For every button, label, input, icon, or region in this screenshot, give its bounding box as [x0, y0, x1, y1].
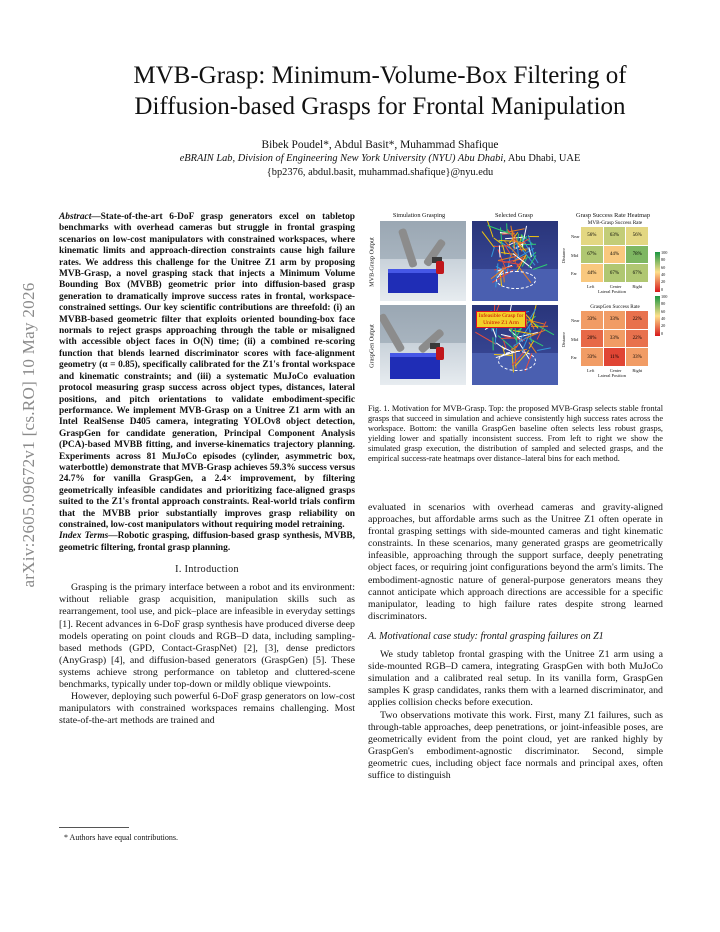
col-title-simulation: Simulation Grasping [392, 212, 446, 219]
footnote: * Authors have equal contributions. [64, 833, 178, 842]
author-list: Bibek Poudel*, Abdul Basit*, Muhammad Shafique [261, 139, 499, 151]
arxiv-identifier: arXiv:2605.09672v1 [cs.RO] 10 May 2026 [19, 282, 38, 588]
heatmap-graspgen-col-label: Right [632, 368, 643, 373]
heatmap-graspgen-col-label: Center [609, 368, 622, 373]
heatmap-title-mvb: MVB-Grasp Success Rate [587, 220, 643, 226]
heatmap-graspgen [581, 311, 649, 367]
right-column [368, 502, 663, 782]
heatmap-mvb-cell-0-0: 56% [581, 227, 603, 245]
heatmap-graspgen-cell-0-2: 22% [626, 311, 648, 329]
heatmap-mvb-ylabel: Distance [561, 247, 567, 264]
heatmap-graspgen-row-label: Mid [571, 336, 579, 342]
simulation-image-graspgen [380, 305, 466, 385]
heatmap-graspgen-cell-0-1: 33% [604, 311, 626, 329]
heatmap-graspgen-ylabel: Distance [561, 331, 567, 348]
heatmap-graspgen-cell-1-2: 22% [626, 330, 648, 348]
heatmap-mvb-cell-2-2: 67% [626, 264, 648, 282]
colorbar-graspgen-tick: 80 [661, 301, 666, 307]
heatmap-mvb-cell-0-1: 63% [604, 227, 626, 245]
heatmap-mvb [581, 227, 649, 283]
colorbar-graspgen-tick: 100 [661, 294, 668, 299]
heatmap-mvb-row-label: Far [571, 271, 577, 277]
heatmap-graspgen-col-label: Left [587, 368, 595, 373]
figure-1 [368, 212, 668, 392]
heatmap-graspgen-cell-1-0: 20% [581, 330, 603, 348]
heatmap-mvb-cell-1-2: 78% [626, 246, 648, 264]
heatmap-graspgen-row-label: Far [571, 355, 577, 361]
heatmap-graspgen-xlabel: Lateral Position [598, 373, 626, 378]
colorbar-graspgen [655, 296, 660, 336]
colorbar-graspgen-tick: 0 [661, 330, 664, 336]
row-title-graspgen: GraspGen Output [368, 324, 376, 368]
figure-caption: Fig. 1. Motivation for MVB-Grasp. Top: the proposed MVB-Grasp selects stable frontal grasps that succeed in simulation and achieve consistently high success rates across the workspace. Bottom: the vanilla GraspGen baseline often selects less robust grasps, yielding lower and spatially inconsistent success. From left to right we show the simulated grasp execution, the distribution of sampled and selected grasps, and the empirical success-rate heatmaps over distance–lateral bins for each method. [368, 404, 663, 463]
colorbar-mvb [655, 252, 660, 292]
colorbar-mvb-tick: 0 [661, 286, 664, 292]
footnote-rule [59, 827, 129, 828]
heatmap-mvb-col-label: Right [632, 284, 643, 289]
section-heading-introduction: I. Introduction [175, 564, 239, 576]
heatmap-graspgen-cell-2-1: 11% [604, 348, 626, 366]
simulation-image-mvb [380, 221, 466, 301]
heatmap-mvb-cell-1-0: 67% [581, 246, 603, 264]
abstract: Abstract—State-of-the-art 6-DoF grasp generators excel on tabletop benchmarks with overhead cameras but struggle in frontal grasping scenarios on low-cost manipulators with constrained workspaces, where kinematic limits and approach-direction constraints cause high failure rates. We address this challenge for the Unitree Z1 arm by proposing MVB-Grasp, a novel grasping stack that injects a Minimum Volume Bounding Box (MVBB) geometric prior into diffusion-based grasp generation to dramatically improve success rates in frontal, workspace-constrained settings. Our key scientific contributions are threefold: (i) an MVBB-based geometric filter that exploits oriented bounding-box face normals to reject grasps approaching through the table or misaligned with accessible object faces in O(N) time; (ii) a combined re-scoring function that blends learned discriminator scores with face-alignment geometry (α = 0.85), specifically calibrated for the Z1's frontal workspace and kinematic constraints; and (iii) a systematic MuJoCo evaluation protocol measuring grasp success across object types, distances, lateral positions, and pitch orientations to validate embodiment-specific performance. We implement MVB-Grasp on a Unitree Z1 arm with an Intel RealSense D405 camera, integrating YOLOv8 object detection, GraspGen for candidate generation, Principal Component Analysis (PCA)-based MVBB fitting, and inverse-kinematics trajectory planning. Experiments across 81 MuJoCo episodes (cylinder, asymmetric box, waterbottle) demonstrate that MVB-Grasp achieves 59.3% success versus 24.7% for vanilla GraspGen, a 2.4× improvement, by filtering geometrically infeasible candidates and prioritizing face-aligned grasps suited to the Z1's frontal approach constraints. Real-world trials confirm that the MVBB prior substantially improves grasp reliability on constrained, low-cost manipulators without requiring model retraining. [59, 212, 355, 530]
colorbar-mvb-tick: 80 [661, 257, 666, 263]
heatmap-mvb-cell-0-2: 56% [626, 227, 648, 245]
affiliation: eBRAIN Lab, Division of Engineering New York University (NYU) Abu Dhabi, Abu Dhabi, UAE [179, 153, 581, 164]
heatmap-mvb-cell-2-1: 67% [604, 264, 626, 282]
right-paragraph-1: evaluated in scenarios with overhead cameras and gravity-aligned approaches, but affordable arms such as the Unitree Z1 often operate in frontal grasping settings with side-mounted cameras and tight kinematic constraints. In these scenarios, many generated grasps are geometrically infeasible, approaching through the support surface, deeply penetrating object faces, or requiring joint configurations beyond the arm's limits. The embodiment-agnostic nature of general-purpose generators means they cannot anticipate which approach directions are accessible for a specific manipulator, leading to high failure rates despite strong learned discriminators. [368, 502, 663, 622]
heatmap-mvb-row-label: Near [571, 234, 580, 239]
heatmap-graspgen-cell-2-2: 33% [626, 348, 648, 366]
row-title-mvb: MVB-Grasp Output [368, 237, 376, 287]
heatmap-title-graspgen: GraspGen Success Rate [590, 304, 640, 310]
heatmap-mvb-cell-2-0: 44% [581, 264, 603, 282]
colorbar-graspgen-tick: 20 [661, 323, 666, 329]
intro-paragraph-1: Grasping is the primary interface between a robot and its environment: without reliable grasp acquisition, manipulation skills such as rearrangement, tool use, and pick–place are infeasible in everyday settings [1]. Recent advances in 6-DoF grasp synthesis have produced diverse deep models operating on point clouds and RGB–D data, including sampling-based methods (GPD, Contact-GraspNet) [2], [3], dense predictors (AnyGrasp) [4], and diffusion-based generators (GraspGen) [5]. These systems achieve strong performance on tabletop and cluttered-scene benchmarks, typically under top-down or mildly oblique viewpoints. [59, 582, 355, 691]
colorbar-mvb-tick: 60 [661, 264, 666, 270]
heatmap-graspgen-cell-1-1: 33% [604, 330, 626, 348]
heatmap-mvb-xlabel: Lateral Position [598, 289, 626, 294]
heatmap-mvb-col-label: Left [587, 284, 595, 289]
paper-title: MVB-Grasp: Minimum-Volume-Box Filtering of Diffusion-based Grasps for Frontal Manipulation [133, 62, 627, 120]
heatmap-mvb-row-label: Mid [571, 252, 579, 258]
index-terms: Index Terms—Robotic grasping, diffusion-based grasp synthesis, MVBB, geometric filtering, frontal grasp planning. [59, 531, 355, 553]
colorbar-graspgen-tick: 60 [661, 308, 666, 314]
heatmap-graspgen-row-label: Near [571, 318, 580, 323]
colorbar-mvb-tick: 40 [661, 271, 666, 277]
colorbar-graspgen-tick: 40 [661, 315, 666, 321]
selected-grasp-image-graspgen [472, 305, 558, 385]
selected-grasp-image-mvb [472, 221, 558, 301]
colorbar-mvb-tick: 20 [661, 279, 666, 285]
heatmap-graspgen-cell-0-0: 33% [581, 311, 603, 329]
heatmap-graspgen-cell-2-0: 33% [581, 348, 603, 366]
heatmap-mvb-cell-1-1: 44% [604, 246, 626, 264]
heatmap-mvb-col-label: Center [609, 284, 622, 289]
infeasible-grasp-callout: Infeasible Grasp for Unitree Z1 Arm [476, 311, 526, 328]
intro-paragraph-2: However, deploying such powerful 6-DoF grasp generators on low-cost manipulators with constrained workspaces remains challenging. Most state-of-the-art methods are trained and [59, 691, 355, 727]
col-title-selected: Selected Grasp [495, 212, 533, 219]
left-column [59, 212, 355, 727]
colorbar-mvb-tick: 100 [661, 250, 668, 255]
email-list: {bp2376, abdul.basit, muhammad.shafique}@nyu.edu [266, 167, 494, 178]
col-title-heatmap: Grasp Success Rate Heatmap [576, 212, 650, 219]
subsection-heading-a: A. Motivational case study: frontal grasping failures on Z1 [368, 630, 604, 642]
right-paragraph-3: Two observations motivate this work. First, many Z1 failures, such as through-table approaches, deep penetrations, or joint-infeasible poses, are geometrically evident from the point cloud, yet are ranked highly by GraspGen's embodiment-agnostic discriminator. Second, simple geometric cues, including object face normals and principal axes, often suffice to distinguish [368, 709, 663, 781]
right-paragraph-2: We study tabletop frontal grasping with the Unitree Z1 arm using a side-mounted RGB–D camera, integrating GraspGen with both MuJoCo simulation and a calibrated real setup. In its vanilla form, GraspGen samples K grasp candidates, ranks them with a learned discriminator, and applies collision checks before execution. [368, 649, 663, 709]
